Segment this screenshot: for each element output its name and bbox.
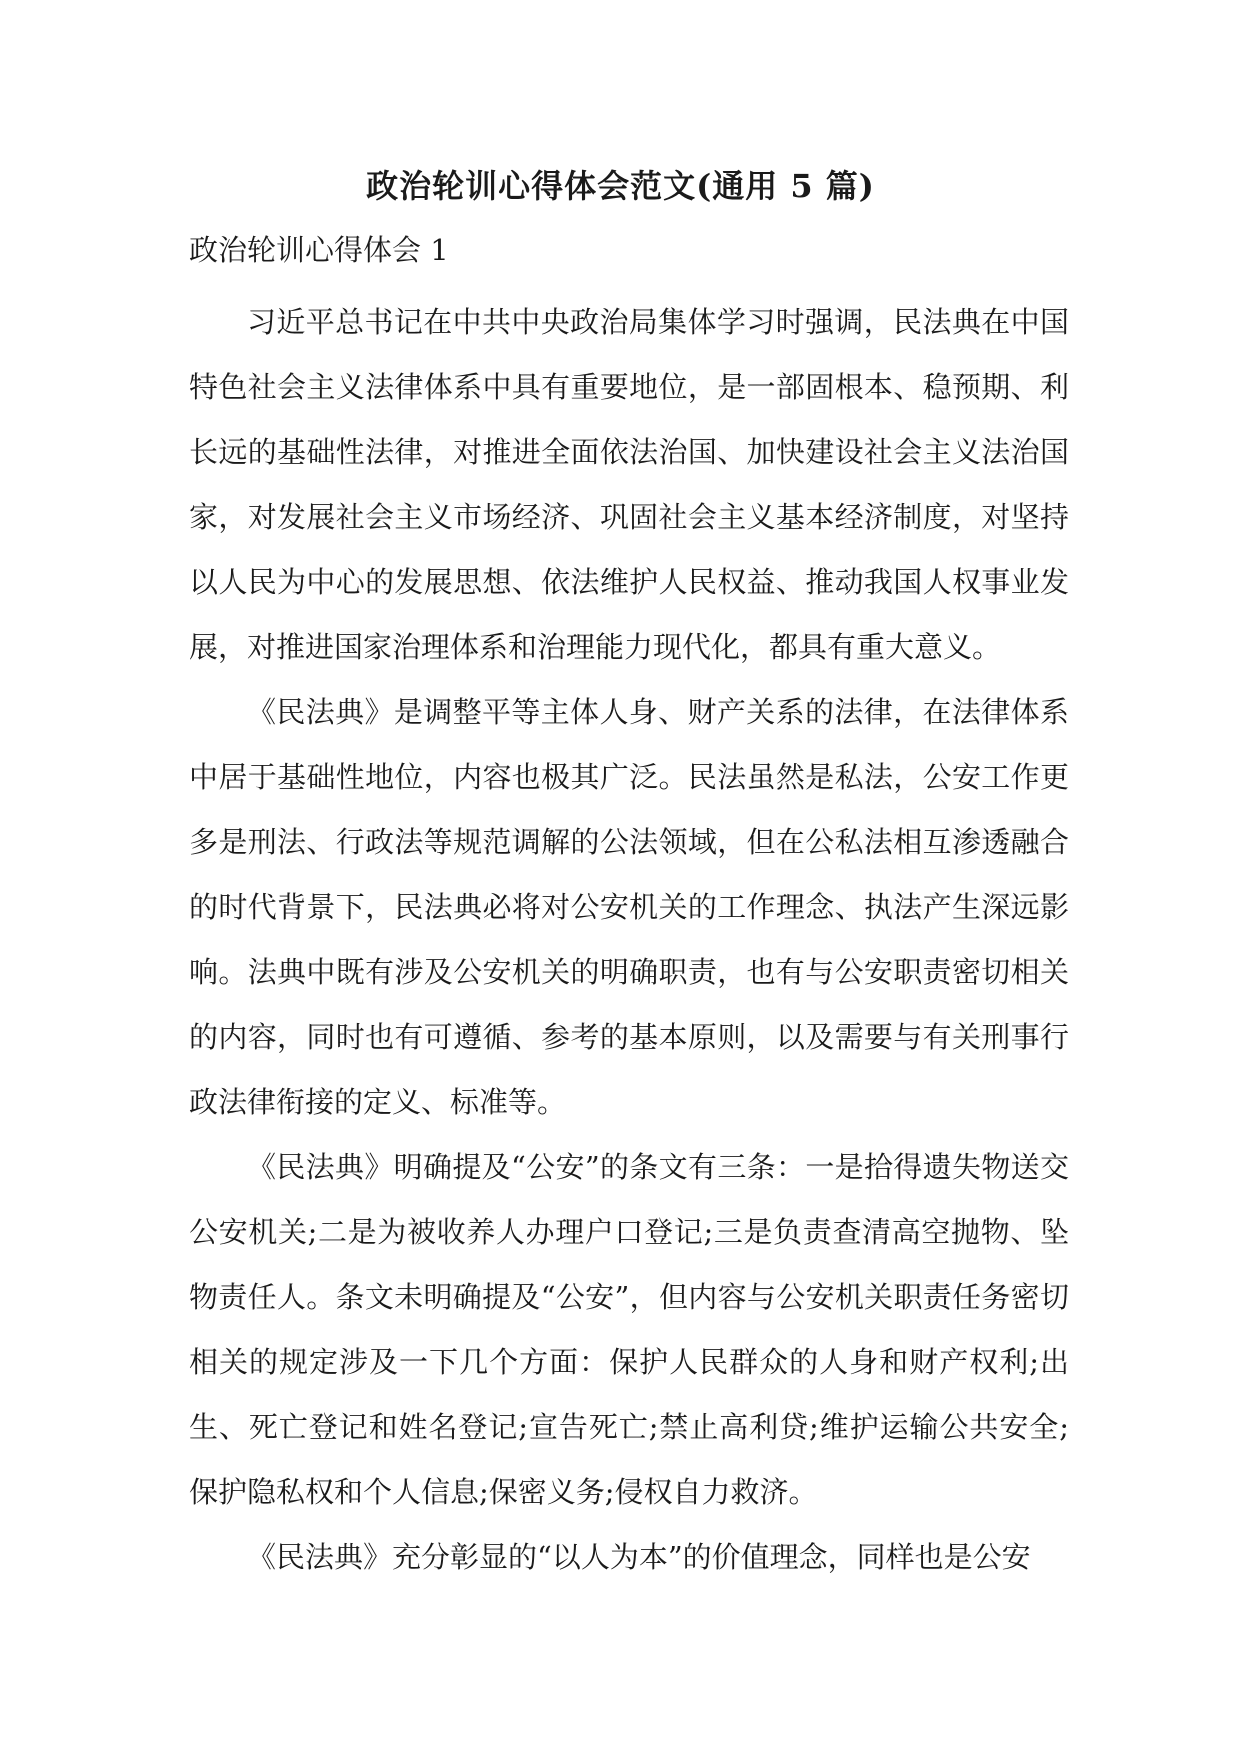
paragraph: 习近平总书记在中共中央政治局集体学习时强调，民法典在中国特色社会主义法律体系中具有重要地位，是一部固根本、稳预期、利长远的基础性法律，对推进全面依法治国、加快建设社会主义法治国家，对发展社会主义市场经济、巩固社会主义基本经济制度，对坚持以人民为中心的发展思想、依法维护人民权益、推动我国人权事业发展，对推进国家治理体系和治理能力现代化，都具有重大意义。 bbox=[189, 305, 1069, 664]
paragraph: 《民法典》明确提及“公安”的条文有三条：一是拾得遗失物送交公安机关;二是为被收养人办理户口登记;三是负责查清高空抛物、坠物责任人。条文未明确提及“公安”，但内容与公安机关职责任务密切相关的规定涉及一下几个方面：保护人民群众的人身和财产权利;出生、死亡登记和姓名登记;宣告死亡;禁止高利贷;维护运输公共安全;保护隐私权和个人信息;保密义务;侵权自力救济。 bbox=[189, 1150, 1069, 1509]
document-body bbox=[189, 290, 1069, 1590]
document-title: 政治轮训心得体会范文(通用 5 篇) bbox=[366, 167, 875, 205]
paragraph: 《民法典》是调整平等主体人身、财产关系的法律，在法律体系中居于基础性地位，内容也极其广泛。民法虽然是私法，公安工作更多是刑法、行政法等规范调解的公法领域，但在公私法相互渗透融合的时代背景下，民法典必将对公安机关的工作理念、执法产生深远影响。法典中既有涉及公安机关的明确职责，也有与公安职责密切相关的内容，同时也有可遵循、参考的基本原则，以及需要与有关刑事行政法律衔接的定义、标准等。 bbox=[189, 695, 1069, 1119]
section-heading: 政治轮训心得体会 1 bbox=[189, 233, 449, 267]
paragraph: 《民法典》充分彰显的“以人为本”的价值理念，同样也是公安 bbox=[247, 1540, 1031, 1574]
